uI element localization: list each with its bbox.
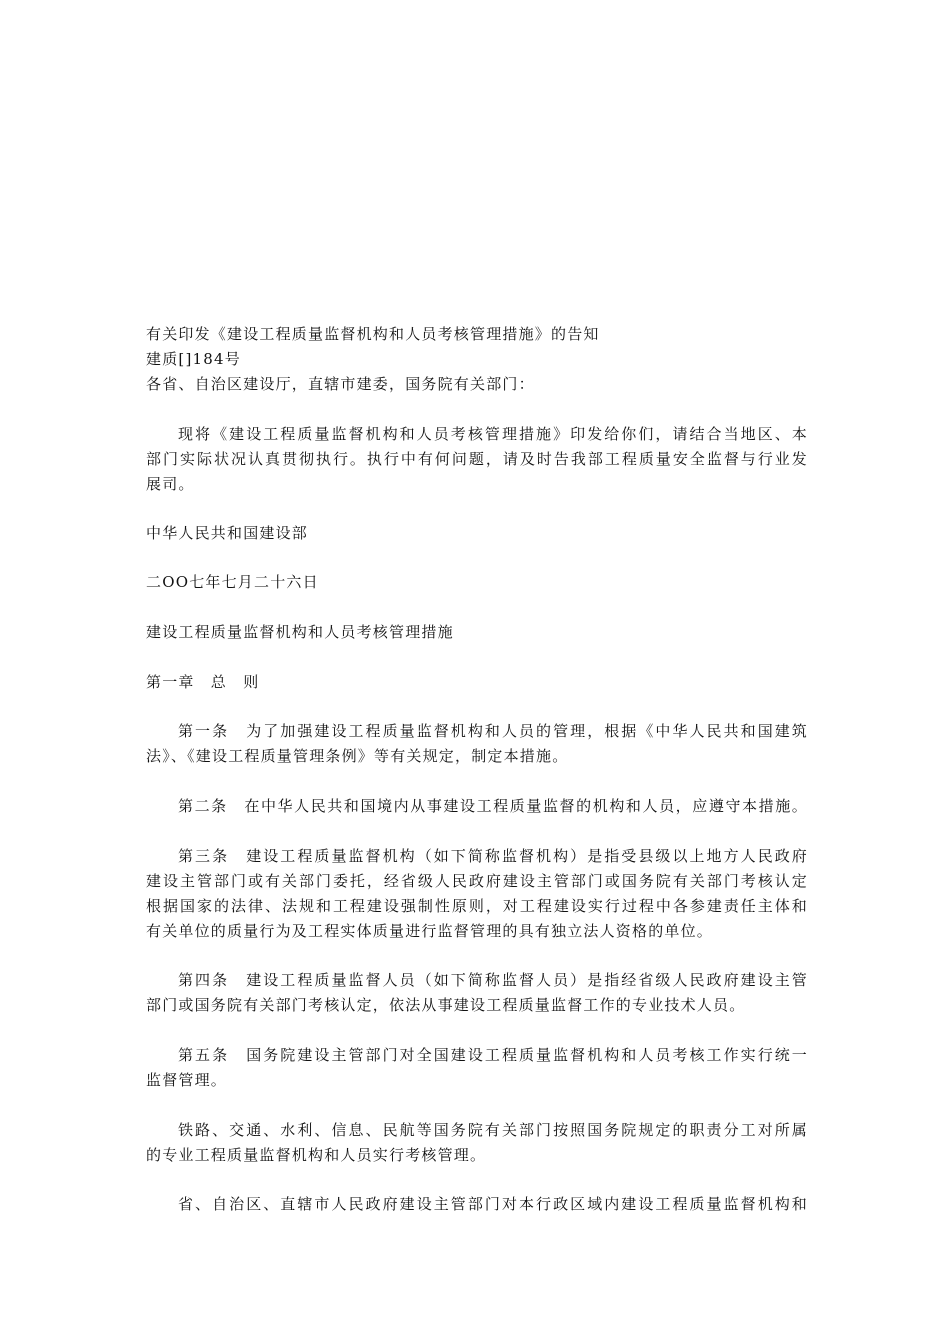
- recipients-line: 各省、自治区建设厅，直辖市建委，国务院有关部门：: [146, 375, 535, 393]
- measures-title: 建设工程质量监督机构和人员考核管理措施: [146, 623, 454, 641]
- notice-body-line: 现将《建设工程质量监督机构和人员考核管理措施》印发给你们，请结合当地区、本: [178, 425, 808, 443]
- article-line: 的专业工程质量监督机构和人员实行考核管理。: [146, 1146, 487, 1164]
- article-line: 根据国家的法律、法规和工程建设强制性原则，对工程建设实行过程中各参建责任主体和: [146, 897, 808, 915]
- chapter-heading: 第一章 总 则: [146, 673, 260, 691]
- article-line: 有关单位的质量行为及工程实体质量进行监督管理的具有独立法人资格的单位。: [146, 922, 714, 940]
- article-line: 第二条 在中华人民共和国境内从事建设工程质量监督的机构和人员，应遵守本措施。: [178, 797, 808, 815]
- article-line: 部门或国务院有关部门考核认定，依法从事建设工程质量监督工作的专业技术人员。: [146, 996, 746, 1014]
- article-line: 建设主管部门或有关部门委托，经省级人民政府建设主管部门或国务院有关部门考核认定: [146, 872, 808, 890]
- document-title: 有关印发《建设工程质量监督机构和人员考核管理措施》的告知: [146, 325, 600, 343]
- notice-body-line: 展司。: [146, 475, 195, 493]
- issuer: 中华人民共和国建设部: [146, 524, 309, 542]
- article-line: 监督管理。: [146, 1071, 228, 1089]
- article-line: 第三条 建设工程质量监督机构（如下简称监督机构）是指受县级以上地方人民政府: [178, 847, 808, 865]
- article-line: 省、自治区、直辖市人民政府建设主管部门对本行政区域内建设工程质量监督机构和: [178, 1195, 808, 1213]
- notice-body-line: 部门实际状况认真贯彻执行。执行中有何问题，请及时告我部工程质量安全监督与行业发: [146, 450, 808, 468]
- issue-date: 二OO七年七月二十六日: [146, 573, 319, 591]
- article-line: 法》、《建设工程质量管理条例》等有关规定，制定本措施。: [146, 747, 569, 765]
- document-number: 建质[]184号: [146, 350, 241, 368]
- article-line: 铁路、交通、水利、信息、民航等国务院有关部门按照国务院规定的职责分工对所属: [178, 1121, 808, 1139]
- article-line: 第一条 为了加强建设工程质量监督机构和人员的管理，根据《中华人民共和国建筑: [178, 722, 808, 740]
- article-line: 第五条 国务院建设主管部门对全国建设工程质量监督机构和人员考核工作实行统一: [178, 1046, 808, 1064]
- article-line: 第四条 建设工程质量监督人员（如下简称监督人员）是指经省级人民政府建设主管: [178, 971, 808, 989]
